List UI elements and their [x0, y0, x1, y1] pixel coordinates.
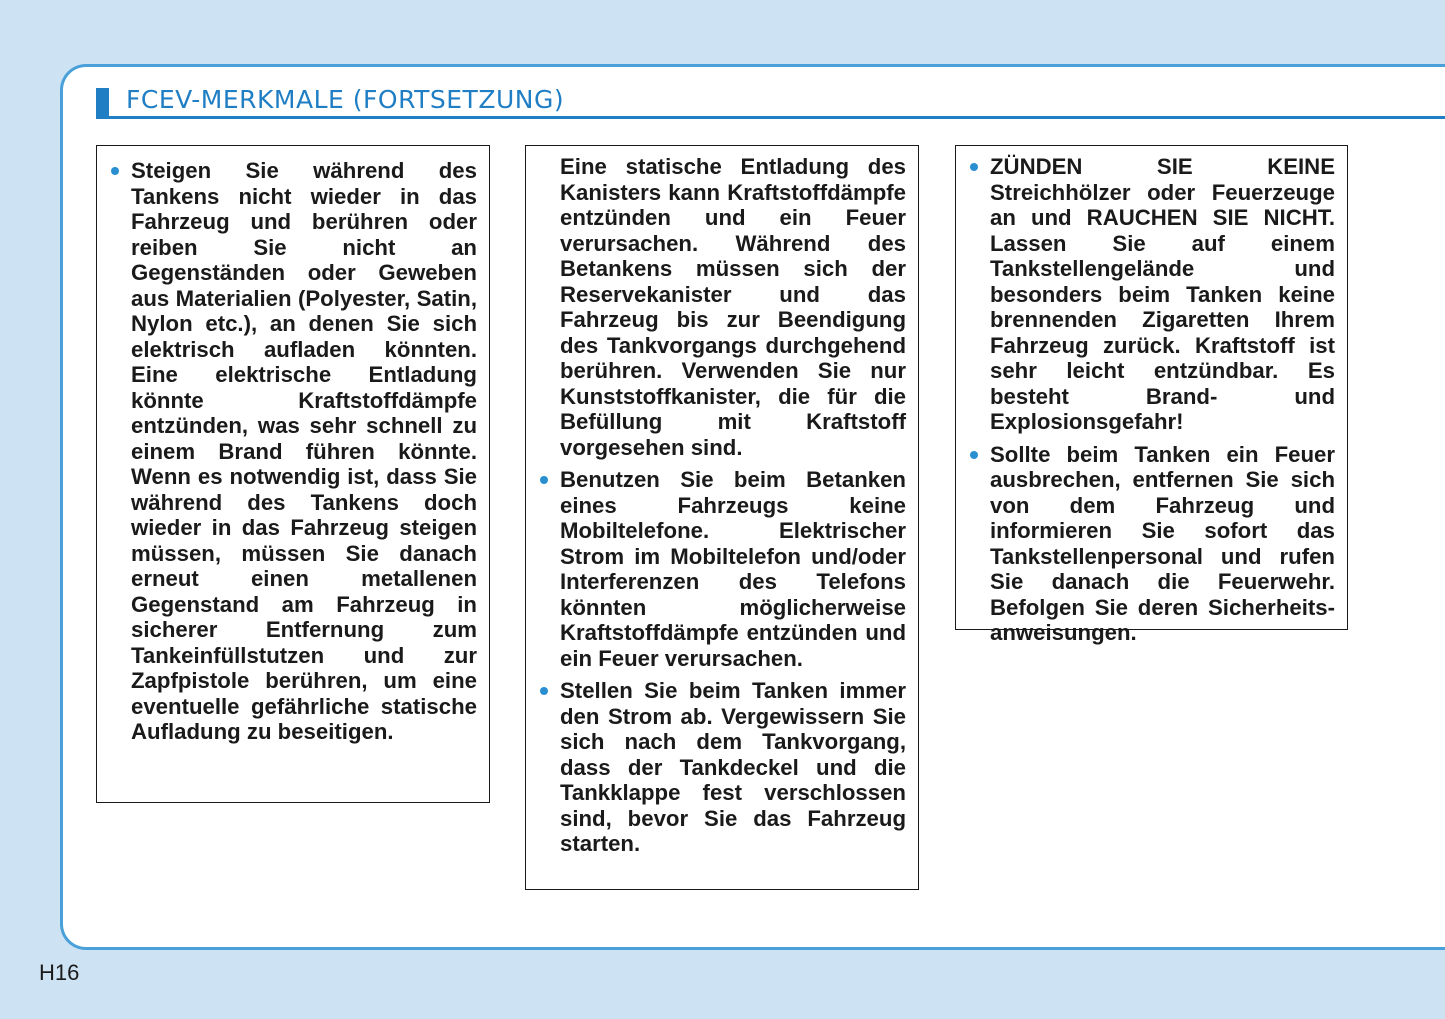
list-item-text: ZÜNDEN SIE KEINE Streichhölzer oder Feuerzeuge an und RAUCHEN SIE NICHT. Lassen Sie auf einem Tankstellengelände und besonders beim Tanken keine brennenden Zigaretten Ihrem Fahrzeug zurück. Kraftstoff ist sehr leicht entzündbar. Es besteht Brand- und Explosionsgefahr!	[990, 154, 1335, 434]
list-item-continuation	[536, 154, 906, 460]
section-header	[96, 86, 1445, 119]
bullet-icon	[970, 163, 978, 171]
warning-list-2	[536, 154, 906, 857]
warning-list-1	[107, 158, 477, 745]
list-item	[966, 442, 1335, 646]
bullet-icon	[970, 451, 978, 459]
list-item	[536, 678, 906, 857]
list-item-text: Sollte beim Tanken ein Feuer ausbrechen, entfernen Sie sich von dem Fahrzeug und informieren Sie sofort das Tankstellenpersonal und rufen Sie danach die Feuerwehr. Befolgen Sie deren Sicherheits-anweisungen.	[990, 441, 1335, 645]
list-item	[966, 154, 1335, 435]
list-item	[107, 158, 477, 745]
warning-list-3	[966, 154, 1335, 646]
section-title: FCEV-MERKMALE (FORTSETZUNG)	[126, 85, 565, 114]
warning-box-1	[96, 145, 490, 803]
bullet-icon	[540, 687, 548, 695]
warning-box-2	[525, 145, 919, 890]
bullet-icon	[111, 167, 119, 175]
list-item-text: Steigen Sie während des Tankens nicht wieder in das Fahrzeug und berühren oder reiben Sie nicht an Gegenständen oder Geweben aus Materialien (Polyester, Satin, Nylon etc.), an denen Sie sich elektrisch aufladen könnten. Eine elektrische Entladung könnte Kraftstoffdämpfe entzünden, was sehr schnell zu einem Brand führen könnte. Wenn es notwendig ist, dass Sie während des Tankens doch wieder in das Fahrzeug steigen müssen, müssen Sie danach erneut einen metallenen Gegenstand am Fahrzeug in sicherer Entfernung zum Tankeinfüllstutzen und zur Zapfpistole berühren, um eine eventuelle gefährliche statische Aufladung zu beseitigen.	[131, 158, 477, 744]
list-item	[536, 467, 906, 671]
bullet-icon	[540, 476, 548, 484]
list-item-text: Stellen Sie beim Tanken immer den Strom ab. Vergewissern Sie sich nach dem Tankvorgang, dass der Tankdeckel und die Tankklappe fest verschlossen sind, bevor Sie das Fahrzeug starten.	[560, 678, 906, 856]
list-item-text: Benutzen Sie beim Betanken eines Fahrzeugs keine Mobiltelefone. Elektrischer Strom im Mobiltelefon und/oder Interferenzen des Telefons könnten möglicherweise Kraftstoffdämpfe entzünden und ein Feuer verursachen.	[560, 467, 906, 671]
header-marker	[96, 88, 109, 118]
page-number: H16	[39, 960, 80, 985]
warning-box-3	[955, 145, 1348, 645]
list-item-text: Eine statische Entladung des Kanisters kann Kraftstoffdämpfe entzünden und ein Feuer verursachen. Während des Betankens müssen sich der Reservekanister und das Fahrzeug bis zur Beendigung des Tankvorgangs durchgehend berühren. Verwenden Sie nur Kunststoffkanister, die für die Befüllung mit Kraftstoff vorgesehen sind.	[560, 154, 906, 460]
